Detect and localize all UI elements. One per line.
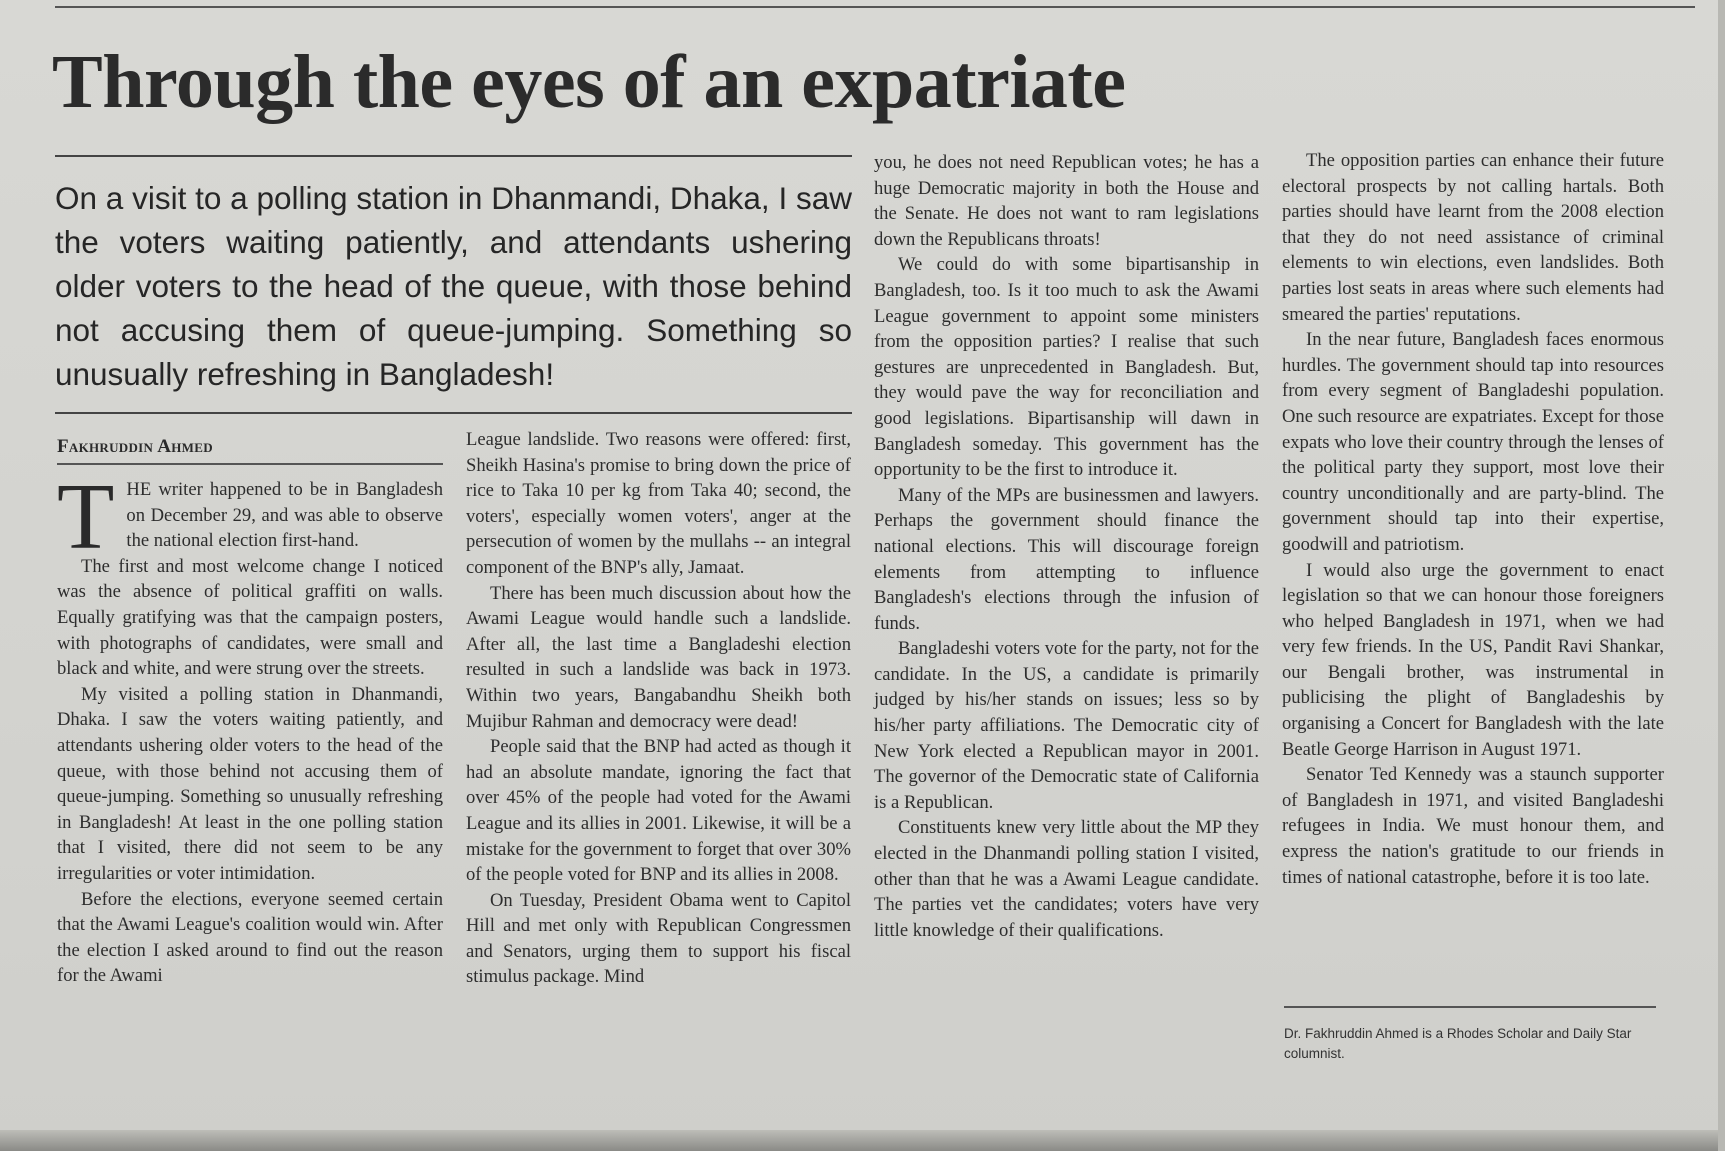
- paragraph: Senator Ted Kennedy was a staunch supporter of Bangladesh in 1971, and visited Bangladeshi refugees in India. We must honour them, and express the nation's gratitude to our friends in times of national catastrophe, before it is too late.: [1282, 764, 1664, 888]
- paragraph: League landslide. Two reasons were offered: first, Sheikh Hasina's promise to bring down the price of rice to Taka 10 per kg from Taka 40; second, the voters', especially women voters', anger at the persecution of women by the mullahs -- an integral component of the BNP's ally, Jamaat.: [466, 429, 851, 578]
- byline: Fakhruddin Ahmed: [57, 436, 213, 457]
- headline: Through the eyes of an expatriate: [52, 40, 1126, 124]
- paragraph: In the near future, Bangladesh faces enormous hurdles. The government should tap into resources from every segment of Bangladeshi population. One such resource are expatriates. Except for those expats who love their country through the lenses of the political party they support, most love their country unconditionally and are party-blind. The government should tap into their expertise, goodwill and patriotism.: [1282, 329, 1664, 555]
- article-column-3: [874, 150, 1259, 943]
- paragraph: I would also urge the government to enact legislation so that we can honour those foreigners who helped Bangladesh in 1971, when we had very few friends. In the US, Pandit Ravi Shankar, our Bengali brother, was instrumental in publicising the plight of Bangladeshis by organising a Concert for Bangladesh with the late Beatle George Harrison in August 1971.: [1282, 559, 1664, 760]
- paragraph: Before the elections, everyone seemed certain that the Awami League's coalition would win. After the election I asked around to find out the reason for the Awami: [57, 888, 443, 987]
- deck-top-rule: [55, 155, 852, 157]
- paragraph: The opposition parties can enhance their future electoral prospects by not calling hartals. Both parties should have learnt from the 2008 election that they do not need assistance of criminal elements to win elections, even landslides. Both parties lost seats in areas where such elements had smeared the parties' reputations.: [1282, 150, 1664, 325]
- top-rule: [55, 6, 1695, 8]
- paragraph: THE writer happened to be in Bangladesh on December 29, and was able to observe the national election first-hand.: [57, 465, 443, 569]
- paragraph: you, he does not need Republican votes; he has a huge Democratic majority in both the House and the Senate. He does not want to ram legislations down the Republicans throats!: [874, 152, 1259, 250]
- paragraph: Many of the MPs are businessmen and lawyers. Perhaps the government should finance the national elections. This will discourage foreign elements from attempting to influence Bangladesh's elections through the infusion of funds.: [874, 484, 1259, 634]
- drop-cap: T: [57, 465, 115, 569]
- article-column-1: [57, 465, 443, 989]
- paragraph: There has been much discussion about how the Awami League would handle such a landslide. After all, the last time a Bangladeshi election resulted in such a landslide was back in 1973. Within two years, Bangabandhu Sheikh both Mujibur Rahman and democracy were dead!: [466, 582, 851, 732]
- paragraph: Bangladeshi voters vote for the party, not for the candidate. In the US, a candidate is primarily judged by his/her stands on issues; less so by his/her party affiliations. The Democratic city of New York elected a Republican mayor in 2001. The governor of the Democratic state of California is a Republican.: [874, 638, 1259, 813]
- deck-bottom-rule: [55, 412, 852, 414]
- article-column-2: [466, 427, 851, 990]
- byline-rule: [57, 463, 443, 465]
- paragraph: We could do with some bipartisanship in Bangladesh, too. Is it too much to ask the Awami League government to appoint some ministers from the opposition parties? I realise that such gestures are unprecedented in Bangladesh. But, they would pave the way for reconciliation and good legislations. Bipartisanship will dawn in Bangladesh someday. This government has the opportunity to be the first to introduce it.: [874, 254, 1259, 481]
- bio-rule: [1284, 1006, 1656, 1008]
- page-bottom-edge: [0, 1130, 1725, 1151]
- paragraph: People said that the BNP had acted as though it had an absolute mandate, ignoring the fact that over 45% of the people had voted for the Awami League and its allies in 2001. Likewise, it will be a mistake for the government to forget that over 30% of the people voted for BNP and its allies in 2008.: [466, 736, 851, 886]
- paragraph: Constituents knew very little about the MP they elected in the Dhanmandi polling station I visited, other than that he was a Awami League candidate. The parties vet the candidates; voters have very little knowledge of their qualifications.: [874, 817, 1259, 941]
- author-bio: Dr. Fakhruddin Ahmed is a Rhodes Scholar and Daily Star columnist.: [1284, 1026, 1632, 1061]
- article-column-4: [1282, 148, 1664, 890]
- paragraph: My visited a polling station in Dhanmandi, Dhaka. I saw the voters waiting patiently, and attendants ushering older voters to the head of the queue, with those behind not accusing them of queue-jumping. Something so unusually refreshing in Bangladesh! At least in the one polling station that I visited, there did not seem to be any irregularities or voter intimidation.: [57, 683, 443, 884]
- paragraph: The first and most welcome change I noticed was the absence of political graffiti on walls. Equally gratifying was that the campaign posters, with photographs of candidates, were small and black and white, and were strung over the streets.: [57, 555, 443, 680]
- deck-pull-quote: On a visit to a polling station in Dhanmandi, Dhaka, I saw the voters waiting patiently, and attendants ushering older voters to the head of the queue, with those behind not accusing them of queue-jumping. Something so unusually refreshing in Bangladesh!: [55, 180, 852, 392]
- paragraph: On Tuesday, President Obama went to Capitol Hill and met only with Republican Congressmen and Senators, urging them to support his fiscal stimulus package. Mind: [466, 889, 851, 988]
- page-right-edge: [1718, 0, 1725, 1151]
